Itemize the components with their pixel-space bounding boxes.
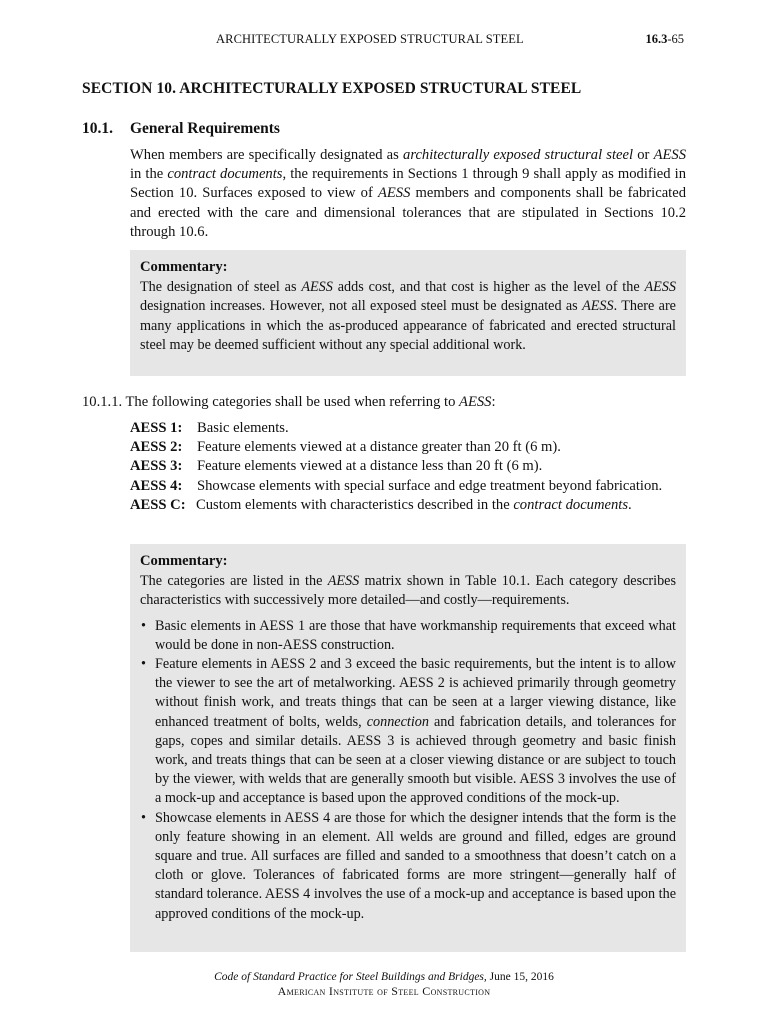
page-footer [0, 970, 768, 998]
category-label: AESS 3: [130, 458, 183, 475]
category-text-end: . [628, 496, 632, 513]
bullet-text: Feature elements in AESS 2 and 3 exceed the basic requirements, but the intent is to allow the viewer to see the art of metalworking. AESS 2 is achieved primarily through geometry without finish work, and treats things that can be seen at a larger viewing distance, like enhanced treatment of bolts, welds, [155, 656, 676, 730]
commentary-italic: AESS [327, 573, 360, 590]
category-text: Feature elements viewed at a distance greater than 20 ft (6 m). [197, 439, 561, 456]
category-label: AESS 4: [130, 477, 183, 494]
bullet-item-aess-4 [140, 809, 676, 924]
bullet-icon: • [141, 656, 146, 673]
para-italic: AESS [653, 147, 686, 163]
general-requirements-paragraph [130, 146, 686, 242]
commentary-text [140, 278, 676, 355]
category-text: Feature elements viewed at a distance less than 20 ft (6 m). [197, 458, 543, 475]
category-row-aess-4 [130, 477, 700, 496]
bullet-icon: • [141, 617, 146, 634]
para-text: , the requirements in Sections 1 through 9 shall apply as modified in Section 10. Surfaces exposed to view of [130, 166, 687, 202]
subsection-heading [82, 120, 702, 138]
category-label: AESS C: [130, 496, 186, 513]
para-text: or [633, 147, 654, 163]
category-text: Basic elements. [197, 420, 289, 436]
category-row-aess-2 [130, 438, 700, 457]
commentary-box-1 [130, 250, 686, 376]
commentary-span: . There are many applications in which the as-produced appearance of fabricated and erected structural steel may be deemed sufficient without any special additional work. [140, 298, 676, 353]
bullet-italic: connection [366, 713, 429, 730]
aess-category-list [130, 419, 700, 515]
category-row-aess-1 [130, 419, 700, 438]
footer-organization: American Institute of Steel Construction [277, 984, 491, 998]
commentary-span: The categories are listed in the [140, 573, 328, 590]
bullet-item-aess-1 [140, 617, 676, 655]
commentary-italic: AESS [301, 279, 333, 296]
commentary-span: adds cost, and that cost is higher as the level of the [332, 279, 645, 296]
footer-code-title: Code of Standard Practice for Steel Buildings and Bridges, [214, 971, 487, 983]
category-row-aess-c [130, 496, 700, 515]
commentary-span: designation increases. However, not all exposed steel must be designated as [140, 298, 583, 315]
commentary-title: Commentary: [140, 553, 228, 569]
category-text [196, 496, 676, 515]
footer-date: June 15, 2016 [486, 971, 554, 983]
page-number-bold: 16.3 [645, 32, 668, 46]
page-number [645, 32, 684, 47]
commentary-intro [140, 572, 676, 610]
page-number-rest: -65 [667, 32, 684, 46]
para-text: members and components shall be fabricated and erected with the care and dimensional tolerances that are stipulated in Sections 10.2 through 10.6. [130, 185, 686, 240]
commentary-span: matrix shown in Table 10.1. Each category describes characteristics with successively more detailed—and costly—requirements. [140, 573, 676, 609]
commentary-italic: AESS [582, 298, 614, 315]
commentary-title: Commentary: [140, 259, 228, 275]
para-text: in the [130, 166, 168, 183]
commentary-box-2 [130, 544, 686, 952]
subsection-number: 10.1. [82, 120, 113, 137]
item-italic: AESS [459, 394, 492, 410]
bullet-text: Showcase elements in AESS 4 are those for which the designer intends that the form is the only feature showing in an element. All welds are ground and filled, edges are ground square and true. All surfaces are filled and sanded to a smoothness that doesn’t catch on a cloth or glove. Tolerances of fabricated forms are more stringent—generally half of standard tolerance. AESS 4 involves the use of a mock-up and acceptance is based upon the approved conditions of the mock-up. [155, 809, 676, 922]
item-text: 10.1.1. The following categories shall be used when referring to [82, 394, 460, 410]
category-italic: contract documents [513, 496, 629, 513]
category-label: AESS 1: [130, 420, 183, 436]
category-text-span: Custom elements with characteristics described in the [196, 496, 514, 513]
bullet-text: Basic elements in AESS 1 are those that have workmanship requirements that exceed what would be done in non-AESS construction. [155, 617, 676, 653]
subsection-title: General Requirements [130, 120, 280, 137]
running-head-title: ARCHITECTURALLY EXPOSED STRUCTURAL STEEL [216, 32, 524, 46]
category-label: AESS 2: [130, 439, 183, 456]
category-text: Showcase elements with special surface and edge treatment beyond fabrication. [197, 477, 663, 494]
para-italic: architecturally exposed structural steel [403, 147, 634, 163]
item-10-1-1 [82, 393, 702, 412]
section-title: SECTION 10. ARCHITECTURALLY EXPOSED STRUCTURAL STEEL [82, 80, 582, 97]
bullet-text: and fabrication details, and tolerances for gaps, copes and similar details. AESS 3 is achieved through geometry and basic finish work, and treats things that can be seen at a closer viewing distance or are subject to touch by the viewer, with welds that are generally smooth but visible. AESS 3 involves the use of a mock-up and acceptance is based upon the approved conditions of the mock-up. [155, 713, 676, 807]
para-italic: AESS [377, 185, 411, 202]
commentary-span: The designation of steel as [140, 279, 302, 296]
para-italic: contract documents [167, 166, 283, 183]
commentary-bullet-list [140, 617, 676, 924]
commentary-italic: AESS [644, 279, 676, 296]
item-text-end: : [491, 394, 496, 410]
bullet-icon: • [141, 809, 146, 826]
category-row-aess-3 [130, 457, 700, 476]
bullet-item-aess-2-3 [140, 655, 676, 809]
para-text: When members are specifically designated as [130, 147, 404, 163]
running-head [0, 32, 768, 50]
footer-line-1 [0, 970, 768, 984]
